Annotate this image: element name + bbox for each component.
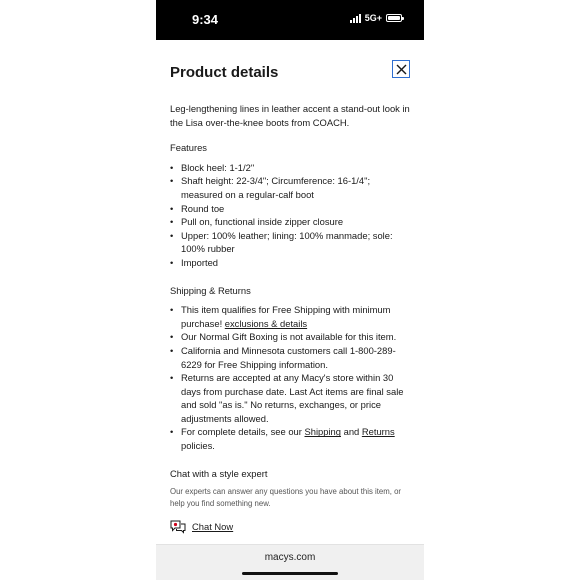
chat-now-link[interactable]: Chat Now [192,521,234,533]
chat-bubble-icon [170,520,186,534]
shipping-heading: Shipping & Returns [170,284,251,296]
shipping-item: • California and Minnesota customers call 1-800-289-6229 for Free Shipping information. [170,344,410,371]
page-title: Product details [170,64,279,81]
feature-item: • Round toe [170,202,410,216]
feature-item: • Shaft height: 22-3/4"; Circumference: 16-1/4"; measured on a regular-calf boot [170,174,410,201]
url-label[interactable]: macys.com [264,552,316,563]
status-indicators [350,13,402,23]
features-list [170,161,410,270]
signal-icon [350,14,361,23]
shipping-item-text: This item qualifies for Free Shipping with minimum purchase! [181,304,391,329]
features-heading: Features [170,142,207,154]
feature-item: • Pull on, functional inside zipper closure [170,215,410,229]
shipping-item [170,425,410,452]
returns-policy-link[interactable]: Returns [361,426,395,438]
feature-item: • Upper: 100% leather; lining: 100% manmade; sole: 100% rubber [170,229,410,256]
feature-item: • Imported [170,256,410,270]
exclusions-details-link[interactable]: exclusions & details [224,317,308,329]
phone-screen [156,0,424,580]
shipping-item: • Returns are accepted at any Macy's store within 30 days from purchase date. Last Act items are final sale and sold "as is." No returns, exchanges, or price adjustments allowed. [170,371,410,425]
chat-description: Our experts can answer any questions you have about this item, or help you find something new. [170,487,401,509]
shipping-item-text: For complete details, see our [181,426,305,438]
feature-item: • Block heel: 1-1/2" [170,161,410,175]
network-label: 5G+ [364,13,382,23]
shipping-item-text: policies. [181,440,215,452]
close-icon [396,64,407,75]
shipping-item: • Our Normal Gift Boxing is not available for this item. [170,330,410,344]
shipping-item [170,303,410,330]
close-button[interactable] [392,60,410,78]
shipping-policy-link[interactable]: Shipping [304,426,341,438]
shipping-list [170,303,410,453]
chat-heading: Chat with a style expert [170,467,268,479]
product-details-content [170,102,410,534]
chat-now-button[interactable] [170,520,410,534]
browser-bottom-bar [156,544,424,580]
shipping-item-text: and [341,426,362,438]
home-indicator[interactable] [242,572,338,575]
product-description: Leg-lengthening lines in leather accent a stand-out look in the Lisa over-the-knee boots from COACH. [170,103,410,128]
status-bar [156,0,424,40]
battery-icon [386,14,402,22]
status-time: 9:34 [192,12,219,27]
